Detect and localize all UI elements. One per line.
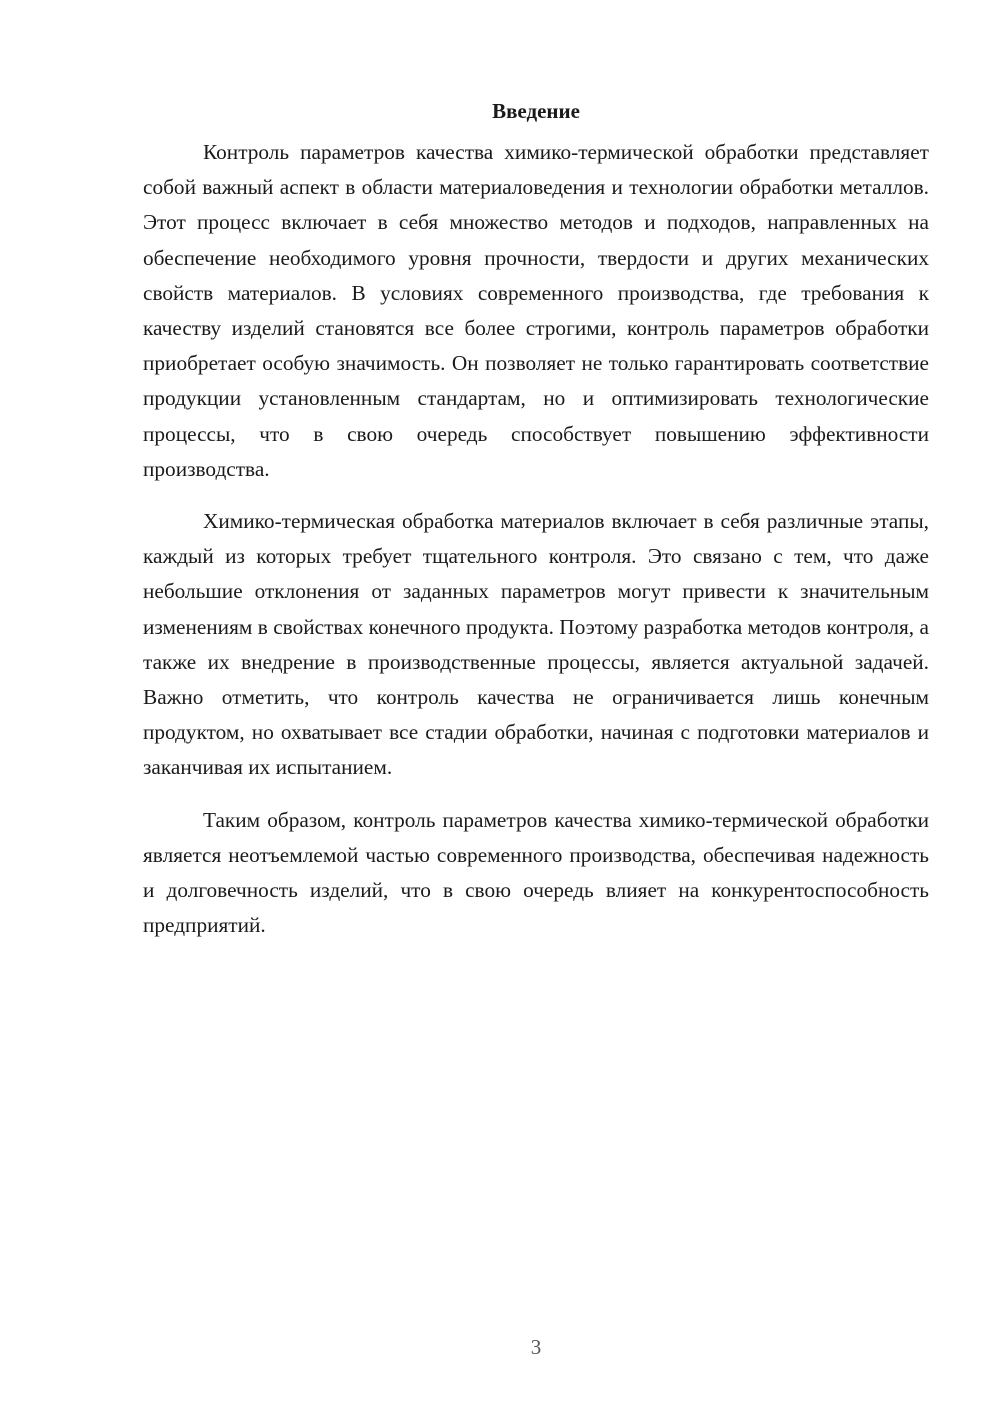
paragraph-2: Химико-термическая обработка материалов включает в себя различные этапы, каждый из которых требует тщательного контроля. Это связано с тем, что даже небольшие отклонения от заданных параметров могут привести к значительным изменениям в свойствах конечного продукта. Поэтому разработка методов контроля, а также их внедрение в производственные процессы, является актуальной задачей. Важно отметить, что контроль качества не ограничивается лишь конечным продуктом, но охватывает все стадии обработки, начиная с подготовки материалов и заканчивая их испытанием.	[143, 509, 929, 780]
paragraph-3: Таким образом, контроль параметров качества химико-термической обработки является неотъемлемой частью современного производства, обеспечивая надежность и долговечность изделий, что в свою очередь влияет на конкурентоспособность предприятий.	[143, 807, 929, 938]
section-title: Введение	[492, 99, 580, 123]
document-page	[143, 96, 929, 960]
page-number: 3	[530, 1335, 542, 1359]
paragraph-1: Контроль параметров качества химико-термической обработки представляет собой важный аспект в области материаловедения и технологии обработки металлов. Этот процесс включает в себя множество методов и подходов, направленных на обеспечение необходимого уровня прочности, твердости и других механических свойств материалов. В условиях современного производства, где требования к качеству изделий становятся все более строгими, контроль параметров обработки приобретает особую значимость. Он позволяет не только гарантировать соответствие продукции установленным стандартам, но и оптимизировать технологические процессы, что в свою очередь способствует повышению эффективности производства.	[143, 140, 929, 481]
